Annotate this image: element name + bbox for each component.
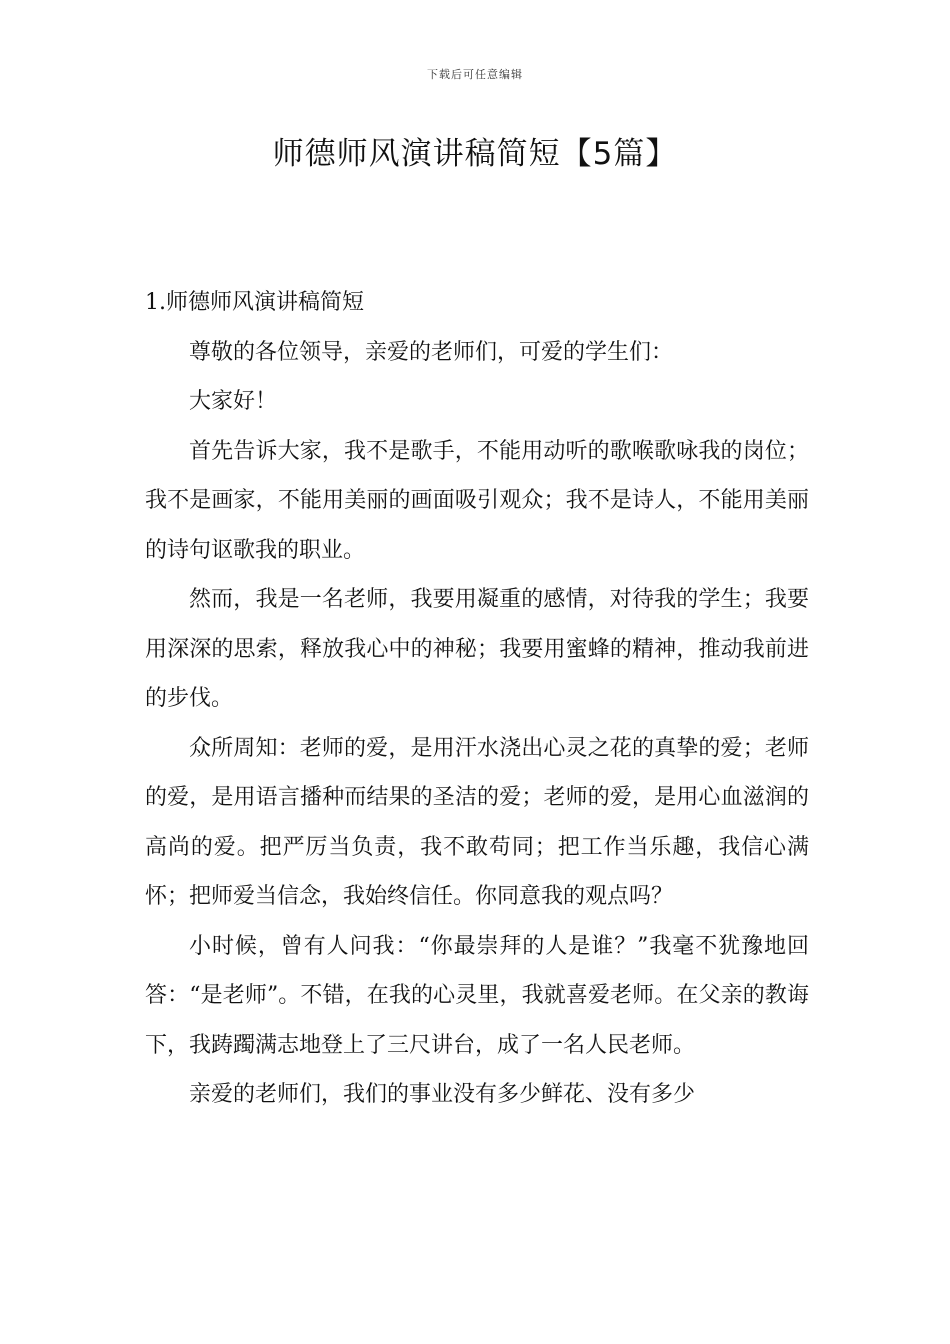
paragraph-intro: 首先告诉大家，我不是歌手，不能用动听的歌喉歌咏我的岗位；我不是画家，不能用美丽的画面吸引观众；我不是诗人，不能用美丽的诗句讴歌我的职业。: [145, 438, 809, 563]
document-body: [145, 278, 809, 1120]
paragraph-teacher-love: 众所周知：老师的爱，是用汗水浇出心灵之花的真挚的爱；老师的爱，是用语言播种而结果的圣洁的爱；老师的爱，是用心血滋润的高尚的爱。把严厉当负责，我不敢苟同；把工作当乐趣，我信心满怀；把师爱当信念，我始终信任。你同意我的观点吗？: [145, 735, 809, 909]
paragraph-closing: 亲爱的老师们，我们的事业没有多少鲜花、没有多少: [189, 1082, 696, 1107]
header-note: 下载后可任意编辑: [427, 68, 523, 81]
paragraph-childhood: 小时候，曾有人问我：“你最崇拜的人是谁？”我毫不犹豫地回答：“是老师”。不错，在我的心灵里，我就喜爱老师。在父亲的教诲下，我踌躅满志地登上了三尺讲台，成了一名人民老师。: [145, 933, 809, 1058]
paragraph-hello: 大家好！: [189, 389, 278, 414]
section-heading: 1.师德师风演讲稿简短: [145, 290, 364, 315]
document-title: 师德师风演讲稿简短【5篇】: [272, 136, 678, 172]
paragraph-greeting: 尊敬的各位领导，亲爱的老师们，可爱的学生们：: [189, 339, 674, 365]
paragraph-teacher: 然而，我是一名老师，我要用凝重的感情，对待我的学生；我要用深深的思索，释放我心中的神秘；我要用蜜蜂的精神，推动我前进的步伐。: [145, 587, 809, 711]
